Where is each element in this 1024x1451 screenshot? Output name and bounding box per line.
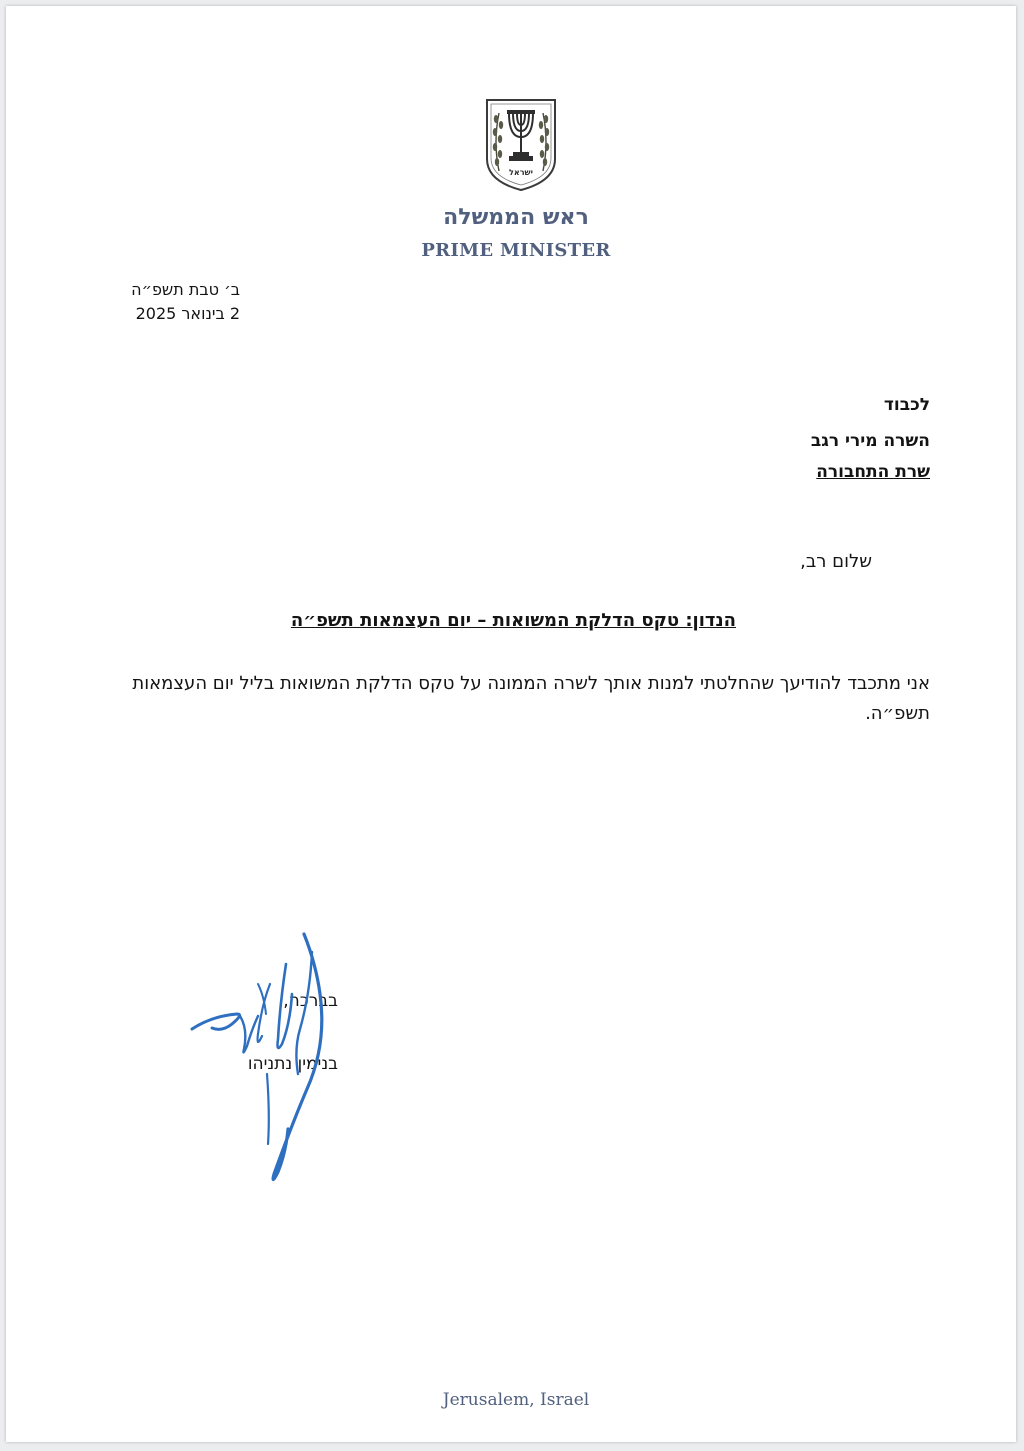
recipient-name: השרה מירי רגב — [810, 431, 930, 451]
letter-body: אני מתכבד להודיעך שהחלטתי למנות אותך לשרה הממונה על טקס הדלקת המשואות בליל יום העצמאות תשפ״ה. — [132, 673, 930, 724]
emblem-inscription: ישראל — [509, 168, 533, 177]
subject-line: הנדון: טקס הדלקת המשואות – יום העצמאות תשפ״ה — [290, 610, 736, 631]
sender-name: בנימין נתניהו — [247, 1054, 338, 1074]
state-emblem-menorah-icon — [484, 97, 558, 193]
closing: בברכה, — [283, 991, 338, 1011]
recipient-title: שרת התחבורה — [816, 462, 930, 482]
footer-address: Jerusalem, Israel — [442, 1390, 590, 1410]
greeting: שלום רב, — [800, 551, 872, 572]
recipient-salutation: לכבוד — [883, 395, 930, 415]
gregorian-date: 2 בינואר 2025 — [135, 304, 240, 323]
letter-page — [6, 6, 1016, 1442]
handwritten-signature-icon — [182, 924, 352, 1196]
hebrew-date: ב׳ טבת תשפ״ה — [131, 280, 240, 299]
office-title-english: PRIME MINISTER — [421, 240, 611, 261]
office-title-hebrew: ראש הממשלה — [443, 205, 589, 230]
